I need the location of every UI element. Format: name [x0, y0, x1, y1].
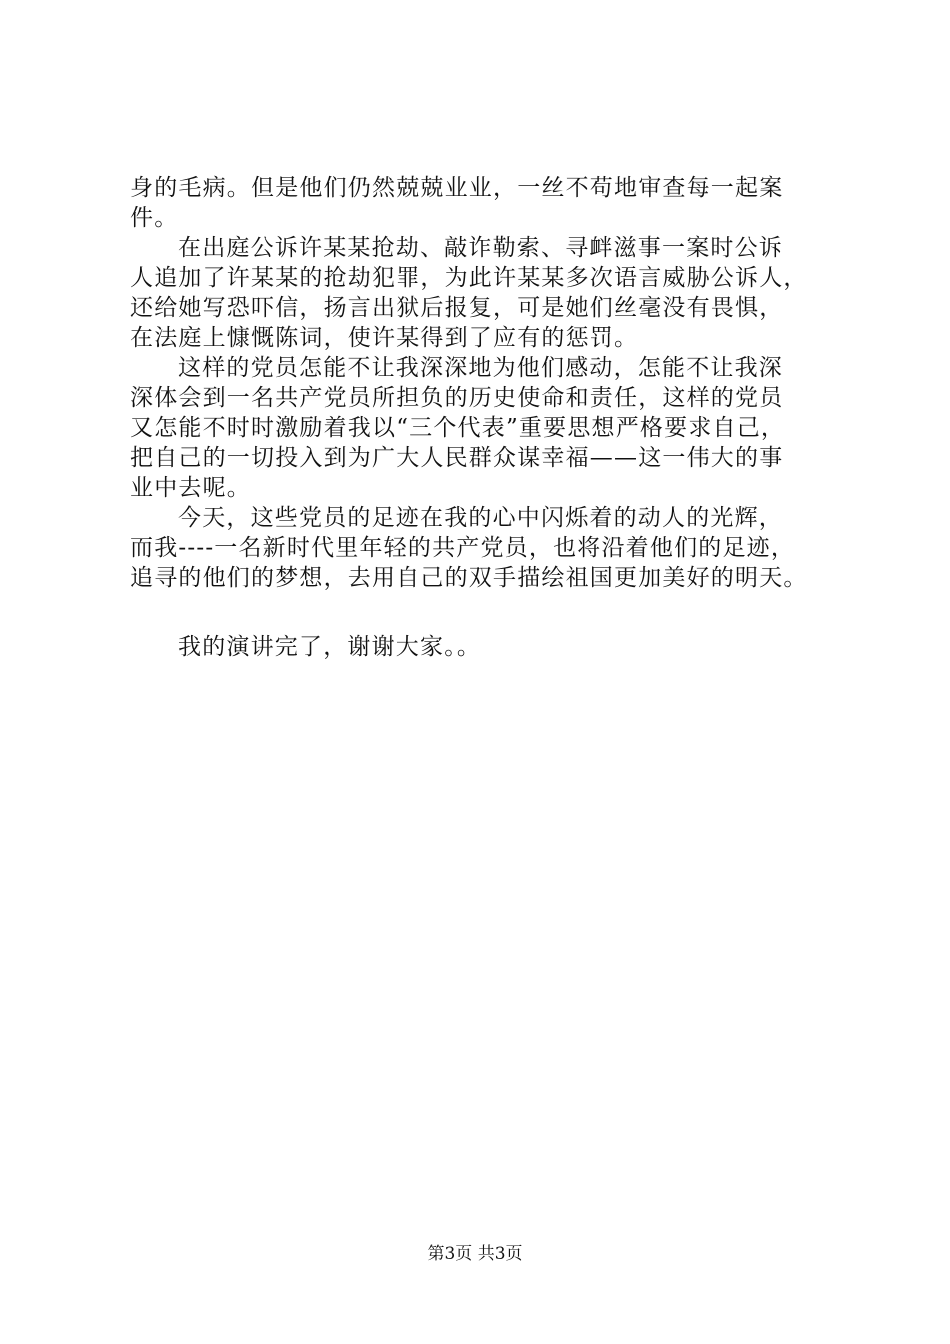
- text-line: 身的毛病。但是他们仍然兢兢业业，一丝不苟地审查每一起案: [130, 175, 784, 201]
- text-line: 把自己的一切投入到为广大人民群众谋幸福——这一伟大的事: [130, 445, 784, 471]
- text-line: 这样的党员怎能不让我深深地为他们感动，怎能不让我深: [178, 355, 783, 381]
- text-line: 人追加了许某某的抢劫犯罪，为此许某某多次语言威胁公诉人，: [130, 265, 808, 291]
- page-footer: 第3页 共3页: [427, 1244, 523, 1264]
- text-line: 追寻的他们的梦想，去用自己的双手描绘祖国更加美好的明天。: [130, 565, 808, 591]
- paragraph-court-case: [130, 233, 850, 353]
- document-body: [130, 173, 850, 593]
- text-line: 而我----一名新时代里年轻的共产党员，也将沿着他们的足迹，: [130, 535, 796, 561]
- text-line: 又怎能不时时激励着我以“三个代表”重要思想严格要求自己，: [130, 415, 786, 441]
- paragraph-today: [130, 503, 850, 593]
- paragraph-party-members: [130, 353, 850, 503]
- text-line: 深体会到一名共产党员所担负的历史使命和责任，这样的党员: [130, 385, 784, 411]
- text-line: 业中去呢。: [130, 475, 251, 501]
- closing-remark: 我的演讲完了，谢谢大家。。: [178, 634, 482, 660]
- text-line: 还给她写恐吓信，扬言出狱后报复，可是她们丝毫没有畏惧，: [130, 295, 784, 321]
- paragraph-continuation: [130, 173, 850, 233]
- text-line: 在出庭公诉许某某抢劫、敲诈勒索、寻衅滋事一案时公诉: [178, 235, 783, 261]
- text-line: 件。: [130, 205, 179, 231]
- text-line: 在法庭上慷慨陈词，使许某得到了应有的惩罚。: [130, 325, 639, 351]
- text-line: 今天，这些党员的足迹在我的心中闪烁着的动人的光辉，: [178, 505, 783, 531]
